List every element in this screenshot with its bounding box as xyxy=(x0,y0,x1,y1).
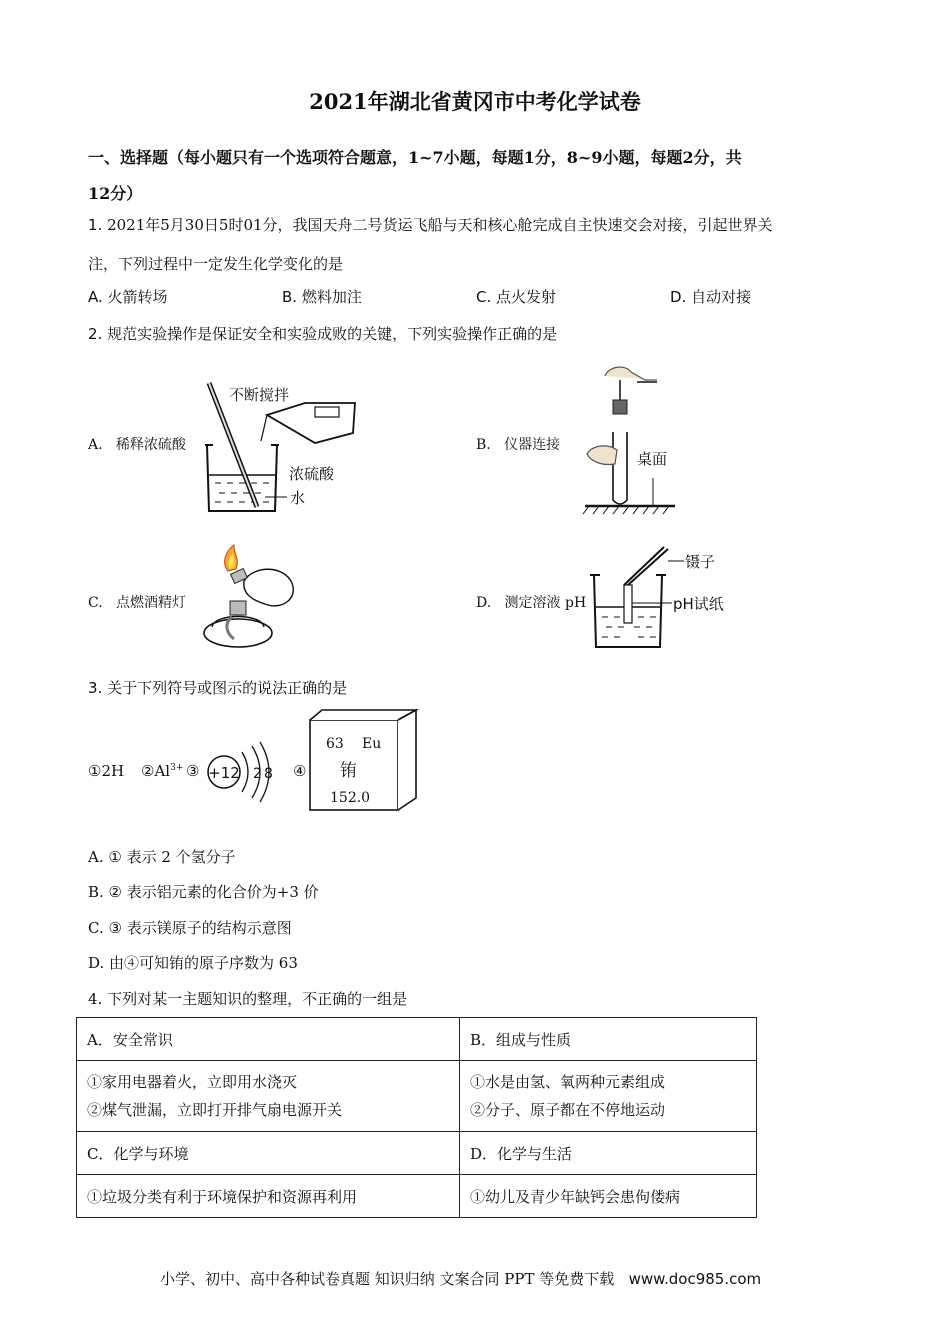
option-key: A. xyxy=(88,437,103,453)
q3-symbol-4-mark: ④ xyxy=(293,762,307,780)
section-heading-line1: 一、选择题（每小题只有一个选项符合题意，1~7小题，每题1分，8~9小题，每题2分，共 xyxy=(88,148,742,167)
q1-stem-line1 xyxy=(88,214,773,235)
dilute-acid-figure xyxy=(195,375,365,520)
q4-knowledge-table xyxy=(76,1017,757,1218)
q1-number: 1. xyxy=(88,216,103,234)
label-tweezers: 镊子 xyxy=(685,553,716,571)
q2-number: 2. xyxy=(88,325,103,343)
label-ph-paper: pH试纸 xyxy=(673,595,724,613)
table-row xyxy=(77,1175,757,1218)
cell-d-title: D．化学与生活 xyxy=(460,1132,757,1175)
element-name: 铕 xyxy=(340,761,357,781)
cell-a-items xyxy=(77,1061,460,1132)
option-text: 点火发射 xyxy=(496,288,557,306)
option-text: 稀释浓硫酸 xyxy=(115,437,186,453)
q3-symbol-1: ①2H xyxy=(88,762,125,780)
q4-stem: 4. 下列对某一主题知识的整理，不正确的一组是 xyxy=(88,990,408,1008)
symbol-al: Al xyxy=(154,762,171,780)
table-row xyxy=(77,1132,757,1175)
page-footer xyxy=(160,1268,761,1289)
alcohol-lamp-figure xyxy=(198,543,304,655)
q3-number: 3. xyxy=(88,679,103,697)
q1-option-c xyxy=(476,286,556,307)
cell-b-items xyxy=(460,1061,757,1132)
option-key: B. xyxy=(476,437,491,453)
cell-d-items xyxy=(460,1175,757,1218)
list-item: ①家用电器着火，立即用水浇灭 xyxy=(87,1073,298,1091)
atom-structure-diagram xyxy=(204,740,276,806)
list-item: ②分子、原子都在不停地运动 xyxy=(470,1101,666,1119)
option-key: C. xyxy=(88,595,103,611)
q3-option-d: D. 由④可知铕的原子序数为 63 xyxy=(88,954,298,972)
q1-option-a xyxy=(88,286,168,307)
label-water: 水 xyxy=(290,489,306,507)
cell-c-title: C．化学与环境 xyxy=(77,1132,460,1175)
q1-stem-line2: 注，下列过程中一定发生化学变化的是 xyxy=(88,255,344,273)
cell-a-title: A．安全常识 xyxy=(77,1018,460,1061)
q2-option-d-caption xyxy=(476,592,586,612)
label-tabletop: 桌面 xyxy=(637,450,668,468)
option-key: D. xyxy=(476,595,492,611)
option-text: 测定溶液 pH xyxy=(504,595,587,611)
table-row xyxy=(77,1018,757,1061)
q2-option-b-caption xyxy=(476,434,560,454)
option-text: 仪器连接 xyxy=(504,437,561,453)
ph-test-figure xyxy=(588,545,733,651)
table-row xyxy=(77,1061,757,1132)
q3-option-b: B. ② 表示铝元素的化合价为+3 价 xyxy=(88,883,319,901)
q1-option-b xyxy=(282,286,362,307)
footer-text: 小学、初中、高中各种试卷真题 知识归纳 文案合同 PPT 等免费下载 xyxy=(160,1270,615,1288)
option-key: D. xyxy=(670,288,687,306)
element-symbol: Eu xyxy=(362,736,382,752)
list-item: ①幼儿及青少年缺钙会患佝偻病 xyxy=(470,1187,681,1206)
option-text: 点燃酒精灯 xyxy=(116,595,187,611)
q2-option-c-caption xyxy=(88,592,186,612)
q1-stem-text: 2021年5月30日5时01分，我国天舟二号货运飞船与天和核心舱完成自主快速交会对接，引起世界关 xyxy=(107,216,773,234)
shell-1-electrons: 2 xyxy=(253,766,262,782)
section-heading-line2: 12分） xyxy=(88,184,143,203)
cell-c-items xyxy=(77,1175,460,1218)
footer-link[interactable]: www.doc985.com xyxy=(628,1270,762,1288)
label-stir-continuously: 不断搅拌 xyxy=(229,386,290,404)
q2-option-a-caption xyxy=(88,434,186,454)
apparatus-connection-figure xyxy=(575,358,695,520)
q3-stem-text: 关于下列符号或图示的说法正确的是 xyxy=(107,679,348,697)
symbol-al-charge: 3+ xyxy=(170,763,184,773)
option-text: 燃料加注 xyxy=(301,288,362,306)
option-text: 火箭转场 xyxy=(107,288,168,306)
q1-option-d xyxy=(670,286,751,307)
section-heading xyxy=(88,140,868,212)
option-key: C. xyxy=(476,288,492,306)
shell-2-electrons: 8 xyxy=(264,766,273,782)
symbol-mark: ② xyxy=(141,762,155,780)
q2-stem xyxy=(88,323,557,344)
label-conc-sulfuric-acid: 浓硫酸 xyxy=(289,465,335,483)
page-title: 2021年湖北省黄冈市中考化学试卷 xyxy=(309,89,641,114)
element-number: 63 xyxy=(326,736,344,752)
q3-symbol-2 xyxy=(141,762,183,780)
q3-option-a: A. ① 表示 2 个氢分子 xyxy=(88,848,236,866)
list-item: ②煤气泄漏，立即打开排气扇电源开关 xyxy=(87,1101,343,1119)
element-mass: 152.0 xyxy=(330,790,371,806)
q3-option-c: C. ③ 表示镁原子的结构示意图 xyxy=(88,919,292,937)
nucleus-charge: +12 xyxy=(208,764,240,782)
q3-stem xyxy=(88,677,347,698)
element-card xyxy=(308,708,420,812)
cell-b-title: B．组成与性质 xyxy=(460,1018,757,1061)
option-text: 自动对接 xyxy=(691,288,752,306)
q2-stem-text: 规范实验操作是保证安全和实验成败的关键，下列实验操作正确的是 xyxy=(107,325,558,343)
option-key: A. xyxy=(88,288,103,306)
list-item: ①垃圾分类有利于环境保护和资源再利用 xyxy=(87,1187,358,1206)
option-key: B. xyxy=(282,288,298,306)
list-item: ①水是由氢、氧两种元素组成 xyxy=(470,1073,666,1091)
q3-symbol-3-mark: ③ xyxy=(186,762,200,780)
